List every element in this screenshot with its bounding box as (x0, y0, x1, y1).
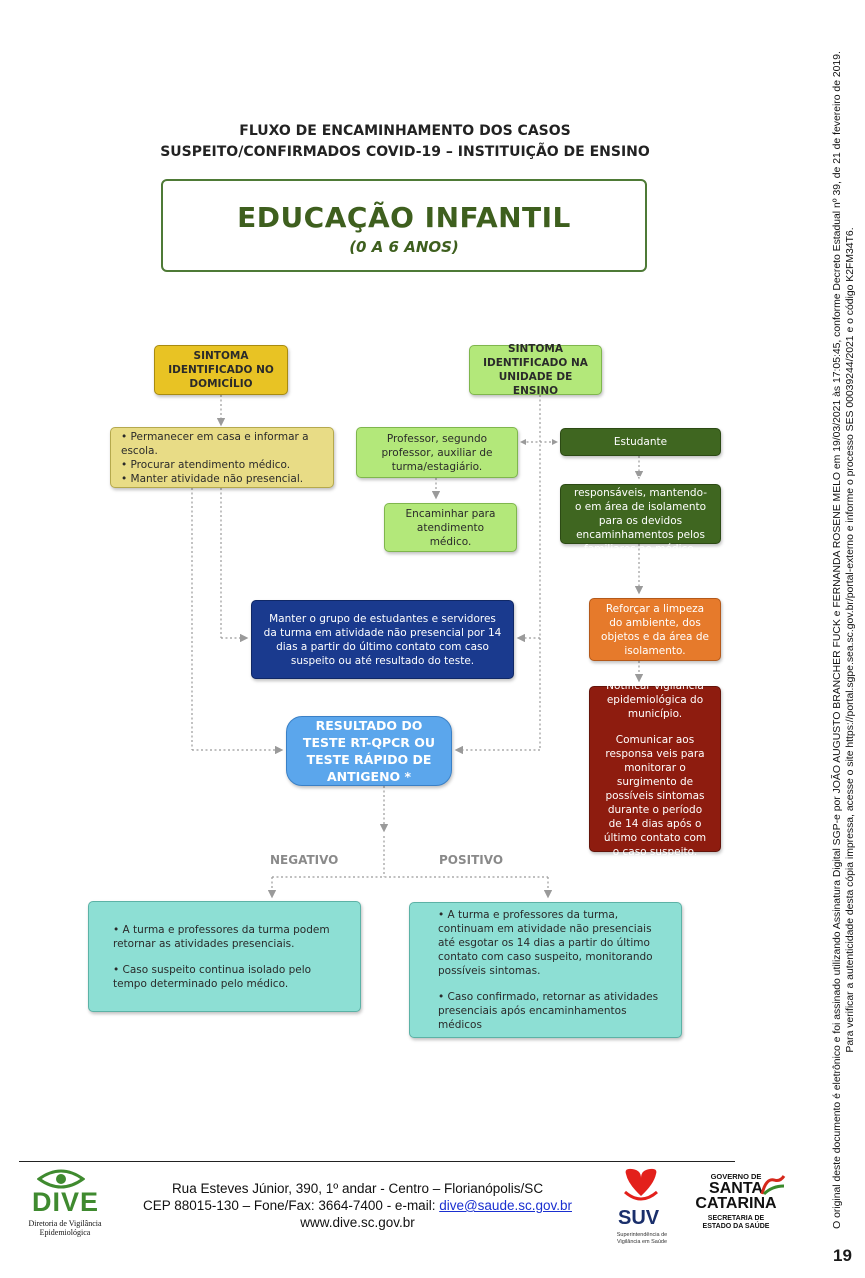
footer-address: Rua Esteves Júnior, 390, 1º andar - Centro – Florianópolis/SC (171, 1181, 544, 1196)
footer-email-link[interactable]: dive@saude.sc.gov.br (439, 1198, 572, 1213)
teacher-box (356, 427, 518, 478)
dive-eye-icon (37, 1167, 85, 1189)
suv-logo-icon (620, 1166, 662, 1206)
test-result-label: RESULTADO DO TESTE RT-QPCR OU TESTE RÁPIDO DE ANTIGENO * (302, 718, 436, 784)
positive-outcome-text: • Caso confirmado, retornar as atividades presenciais após encaminhamentos médicos (438, 991, 659, 1031)
symptom-home-box (154, 345, 288, 395)
keep-group-remote-box (251, 600, 514, 679)
reinforce-cleaning-label: Reforçar a limpeza do ambiente, dos objetos e da área de isolamento. (601, 602, 709, 657)
teacher-label: Professor, segundo professor, auxiliar de turma/estagiário. (381, 432, 493, 473)
symptom-school-label: SINTOMA IDENTIFICADO NA UNIDADE DE ENSINO (483, 343, 588, 397)
gov-logo-line2: SANTA (709, 1180, 763, 1197)
notify-monitor-text: Comunicar aos responsa veis para monitorar o surgimento de possíveis sintomas durante o período de 14 dias após o último contato com o caso suspeito. (603, 734, 707, 858)
gov-logo-line3: CATARINA (695, 1195, 777, 1212)
refer-medical-box (384, 503, 517, 552)
notify-surveillance-text: Notificar vigilância epidemiológica do município. (606, 680, 704, 720)
dive-logo-subtitle: Diretoria de Vigilância Epidemiológica (28, 1219, 102, 1237)
suv-logo: SUV (618, 1207, 660, 1229)
symptom-school-box (469, 345, 602, 395)
footer-website[interactable]: www.dive.sc.gov.br (300, 1215, 415, 1230)
home-action-item: • Permanecer em casa e informar a escola. (121, 430, 309, 457)
positive-label: POSITIVO (439, 853, 504, 867)
signature-side-note (831, 10, 861, 1270)
test-result-box (286, 716, 452, 786)
title-main: EDUCAÇÃO INFANTIL (237, 201, 571, 234)
student-label: Estudante (613, 436, 668, 448)
footer-divider (19, 1161, 735, 1162)
signature-side-note-line1: O original deste documento é eletrônico e foi assinado utilizando Assinatura Digital SGP-e por JOÃO AUGUSTO BRANCHER FUCK e FERNANDA ROSENE MELO em 19/03/2021 às 17:05:45, conforme Decreto Estadual nº 39, de 21 de fevereiro de 2019. (832, 51, 843, 1229)
notify-guardians-label: Comunicar os responsáveis, mantendo-o em área de isolamento para os devidos encaminhamentos pelos familiares ao médico. (573, 473, 708, 555)
symptom-home-label: SINTOMA IDENTIFICADO NO DOMICÍLIO (168, 350, 274, 390)
negative-outcome-text: • Caso suspeito continua isolado pelo tempo determinado pelo médico. (113, 963, 312, 990)
dive-logo: DIVE (32, 1187, 100, 1217)
suv-logo-subtitle: Superintendência de Vigilância em Saúde (616, 1232, 668, 1245)
signature-side-note-line2: Para verificar a autenticidade desta cópia impressa, acesse o site https://portal.sgpe.sea.sc.gov.br/portal-externo e informe o processo SES 00039244/2021 e o código K2FM34T6. (845, 227, 856, 1053)
student-box (560, 428, 721, 456)
flow-title-line1: FLUXO DE ENCAMINHAMENTO DOS CASOS (239, 123, 571, 139)
negative-outcome-box (88, 901, 361, 1012)
sc-flag-icon (760, 1174, 786, 1196)
home-action-item: • Procurar atendimento médico. (121, 458, 291, 471)
home-action-item: • Manter atividade não presencial. (121, 472, 304, 485)
gov-logo-line1: GOVERNO DE (710, 1172, 762, 1181)
page-number: 19 (833, 1246, 852, 1265)
positive-outcome-box (409, 902, 682, 1038)
keep-group-remote-label: Manter o grupo de estudantes e servidores da turma em atividade não presencial por 14 dias a partir do último contato com caso suspeito ou até resultado do teste. (263, 612, 502, 667)
home-actions-box (110, 427, 334, 488)
reinforce-cleaning-box (589, 598, 721, 661)
negative-label: NEGATIVO (270, 853, 339, 867)
title-sub: (0 A 6 ANOS) (349, 238, 459, 256)
notify-surveillance-box (589, 680, 721, 858)
flow-title-line2: SUSPEITO/CONFIRMADOS COVID-19 – INSTITUIÇÃO DE ENSINO (160, 144, 650, 160)
refer-medical-label: Encaminhar para atendimento médico. (405, 507, 496, 548)
gov-logo-line4: SECRETARIA DE ESTADO DA SAÚDE (702, 1215, 770, 1230)
footer-contact-text: CEP 88015-130 – Fone/Fax: 3664-7400 - e-mail: (143, 1198, 440, 1213)
footer-contact (120, 1197, 595, 1214)
negative-outcome-text: • A turma e professores da turma podem retornar as atividades presenciais. (113, 923, 330, 950)
notify-guardians-box (560, 473, 721, 555)
positive-outcome-text: • A turma e professores da turma, continuam em atividade não presenciais até esgotar os 14 dias a partir do último contato com caso suspeito, monitorando possíveis sintomas. (438, 909, 653, 977)
